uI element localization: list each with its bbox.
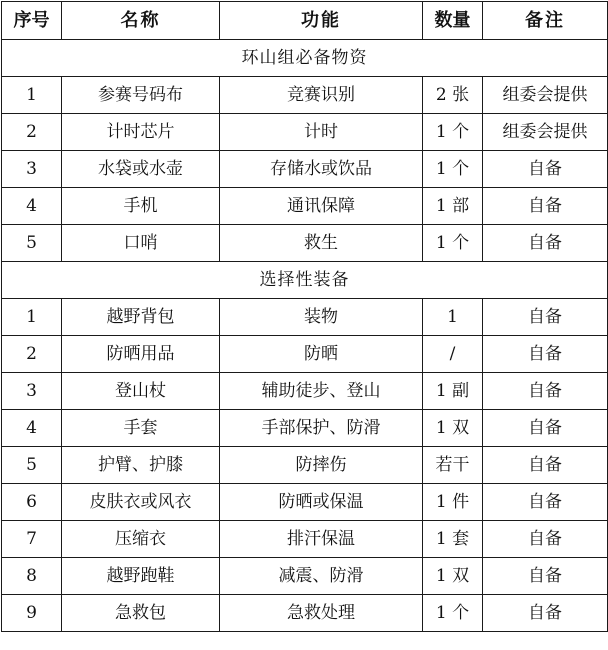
cell-remarks: 自备 bbox=[483, 558, 608, 595]
cell-name: 水袋或水壶 bbox=[62, 151, 220, 188]
cell-function: 防摔伤 bbox=[220, 447, 423, 484]
cell-function: 竞赛识别 bbox=[220, 77, 423, 114]
cell-quantity: 1 件 bbox=[423, 484, 483, 521]
cell-name: 参赛号码布 bbox=[62, 77, 220, 114]
cell-function: 装物 bbox=[220, 299, 423, 336]
cell-remarks: 自备 bbox=[483, 410, 608, 447]
cell-index: 9 bbox=[2, 595, 62, 632]
header-function: 功能 bbox=[220, 2, 423, 40]
cell-function: 救生 bbox=[220, 225, 423, 262]
cell-index: 4 bbox=[2, 188, 62, 225]
cell-index: 3 bbox=[2, 373, 62, 410]
cell-remarks: 自备 bbox=[483, 484, 608, 521]
cell-remarks: 自备 bbox=[483, 447, 608, 484]
cell-index: 5 bbox=[2, 447, 62, 484]
cell-function: 防晒 bbox=[220, 336, 423, 373]
cell-name: 护臂、护膝 bbox=[62, 447, 220, 484]
cell-remarks: 自备 bbox=[483, 373, 608, 410]
cell-remarks: 自备 bbox=[483, 299, 608, 336]
header-index: 序号 bbox=[2, 2, 62, 40]
cell-remarks: 自备 bbox=[483, 188, 608, 225]
cell-name: 越野跑鞋 bbox=[62, 558, 220, 595]
cell-index: 7 bbox=[2, 521, 62, 558]
table-row bbox=[2, 595, 608, 632]
cell-quantity: 1 个 bbox=[423, 595, 483, 632]
table-row bbox=[2, 447, 608, 484]
table-row bbox=[2, 373, 608, 410]
cell-name: 手机 bbox=[62, 188, 220, 225]
section-header-row bbox=[2, 262, 608, 299]
cell-function: 辅助徒步、登山 bbox=[220, 373, 423, 410]
cell-index: 1 bbox=[2, 77, 62, 114]
table-row bbox=[2, 188, 608, 225]
cell-name: 压缩衣 bbox=[62, 521, 220, 558]
table-row bbox=[2, 77, 608, 114]
table-row bbox=[2, 484, 608, 521]
cell-name: 越野背包 bbox=[62, 299, 220, 336]
cell-quantity: 1 双 bbox=[423, 410, 483, 447]
cell-index: 2 bbox=[2, 114, 62, 151]
section-header-row bbox=[2, 40, 608, 77]
cell-index: 8 bbox=[2, 558, 62, 595]
cell-quantity: 1 bbox=[423, 299, 483, 336]
cell-index: 5 bbox=[2, 225, 62, 262]
cell-remarks: 自备 bbox=[483, 225, 608, 262]
cell-remarks: 自备 bbox=[483, 521, 608, 558]
cell-index: 2 bbox=[2, 336, 62, 373]
cell-remarks: 自备 bbox=[483, 151, 608, 188]
cell-name: 手套 bbox=[62, 410, 220, 447]
cell-name: 登山杖 bbox=[62, 373, 220, 410]
cell-name: 口哨 bbox=[62, 225, 220, 262]
table-row bbox=[2, 114, 608, 151]
cell-remarks: 组委会提供 bbox=[483, 114, 608, 151]
cell-quantity: 2 张 bbox=[423, 77, 483, 114]
cell-function: 排汗保温 bbox=[220, 521, 423, 558]
cell-quantity: 1 副 bbox=[423, 373, 483, 410]
cell-function: 存储水或饮品 bbox=[220, 151, 423, 188]
table-row bbox=[2, 521, 608, 558]
table-row bbox=[2, 410, 608, 447]
header-name: 名称 bbox=[62, 2, 220, 40]
cell-function: 手部保护、防滑 bbox=[220, 410, 423, 447]
equipment-table-page bbox=[0, 1, 608, 650]
cell-function: 通讯保障 bbox=[220, 188, 423, 225]
cell-index: 4 bbox=[2, 410, 62, 447]
table-body bbox=[2, 40, 608, 632]
header-quantity: 数量 bbox=[423, 2, 483, 40]
table-row bbox=[2, 558, 608, 595]
cell-function: 防晒或保温 bbox=[220, 484, 423, 521]
cell-quantity: 1 个 bbox=[423, 151, 483, 188]
equipment-table bbox=[1, 1, 608, 632]
cell-quantity: 1 个 bbox=[423, 114, 483, 151]
cell-name: 计时芯片 bbox=[62, 114, 220, 151]
table-row bbox=[2, 151, 608, 188]
cell-quantity: 1 套 bbox=[423, 521, 483, 558]
cell-remarks: 自备 bbox=[483, 336, 608, 373]
cell-name: 皮肤衣或风衣 bbox=[62, 484, 220, 521]
cell-quantity: / bbox=[423, 336, 483, 373]
table-row bbox=[2, 225, 608, 262]
cell-name: 急救包 bbox=[62, 595, 220, 632]
section-title: 环山组必备物资 bbox=[2, 40, 608, 77]
cell-function: 减震、防滑 bbox=[220, 558, 423, 595]
cell-remarks: 自备 bbox=[483, 595, 608, 632]
cell-function: 计时 bbox=[220, 114, 423, 151]
table-header-row bbox=[2, 2, 608, 40]
cell-index: 6 bbox=[2, 484, 62, 521]
section-title: 选择性装备 bbox=[2, 262, 608, 299]
cell-quantity: 1 个 bbox=[423, 225, 483, 262]
cell-remarks: 组委会提供 bbox=[483, 77, 608, 114]
header-remarks: 备注 bbox=[483, 2, 608, 40]
cell-quantity: 1 部 bbox=[423, 188, 483, 225]
cell-quantity: 1 双 bbox=[423, 558, 483, 595]
table-row bbox=[2, 336, 608, 373]
table-row bbox=[2, 299, 608, 336]
cell-index: 3 bbox=[2, 151, 62, 188]
cell-quantity: 若干 bbox=[423, 447, 483, 484]
cell-function: 急救处理 bbox=[220, 595, 423, 632]
cell-name: 防晒用品 bbox=[62, 336, 220, 373]
cell-index: 1 bbox=[2, 299, 62, 336]
